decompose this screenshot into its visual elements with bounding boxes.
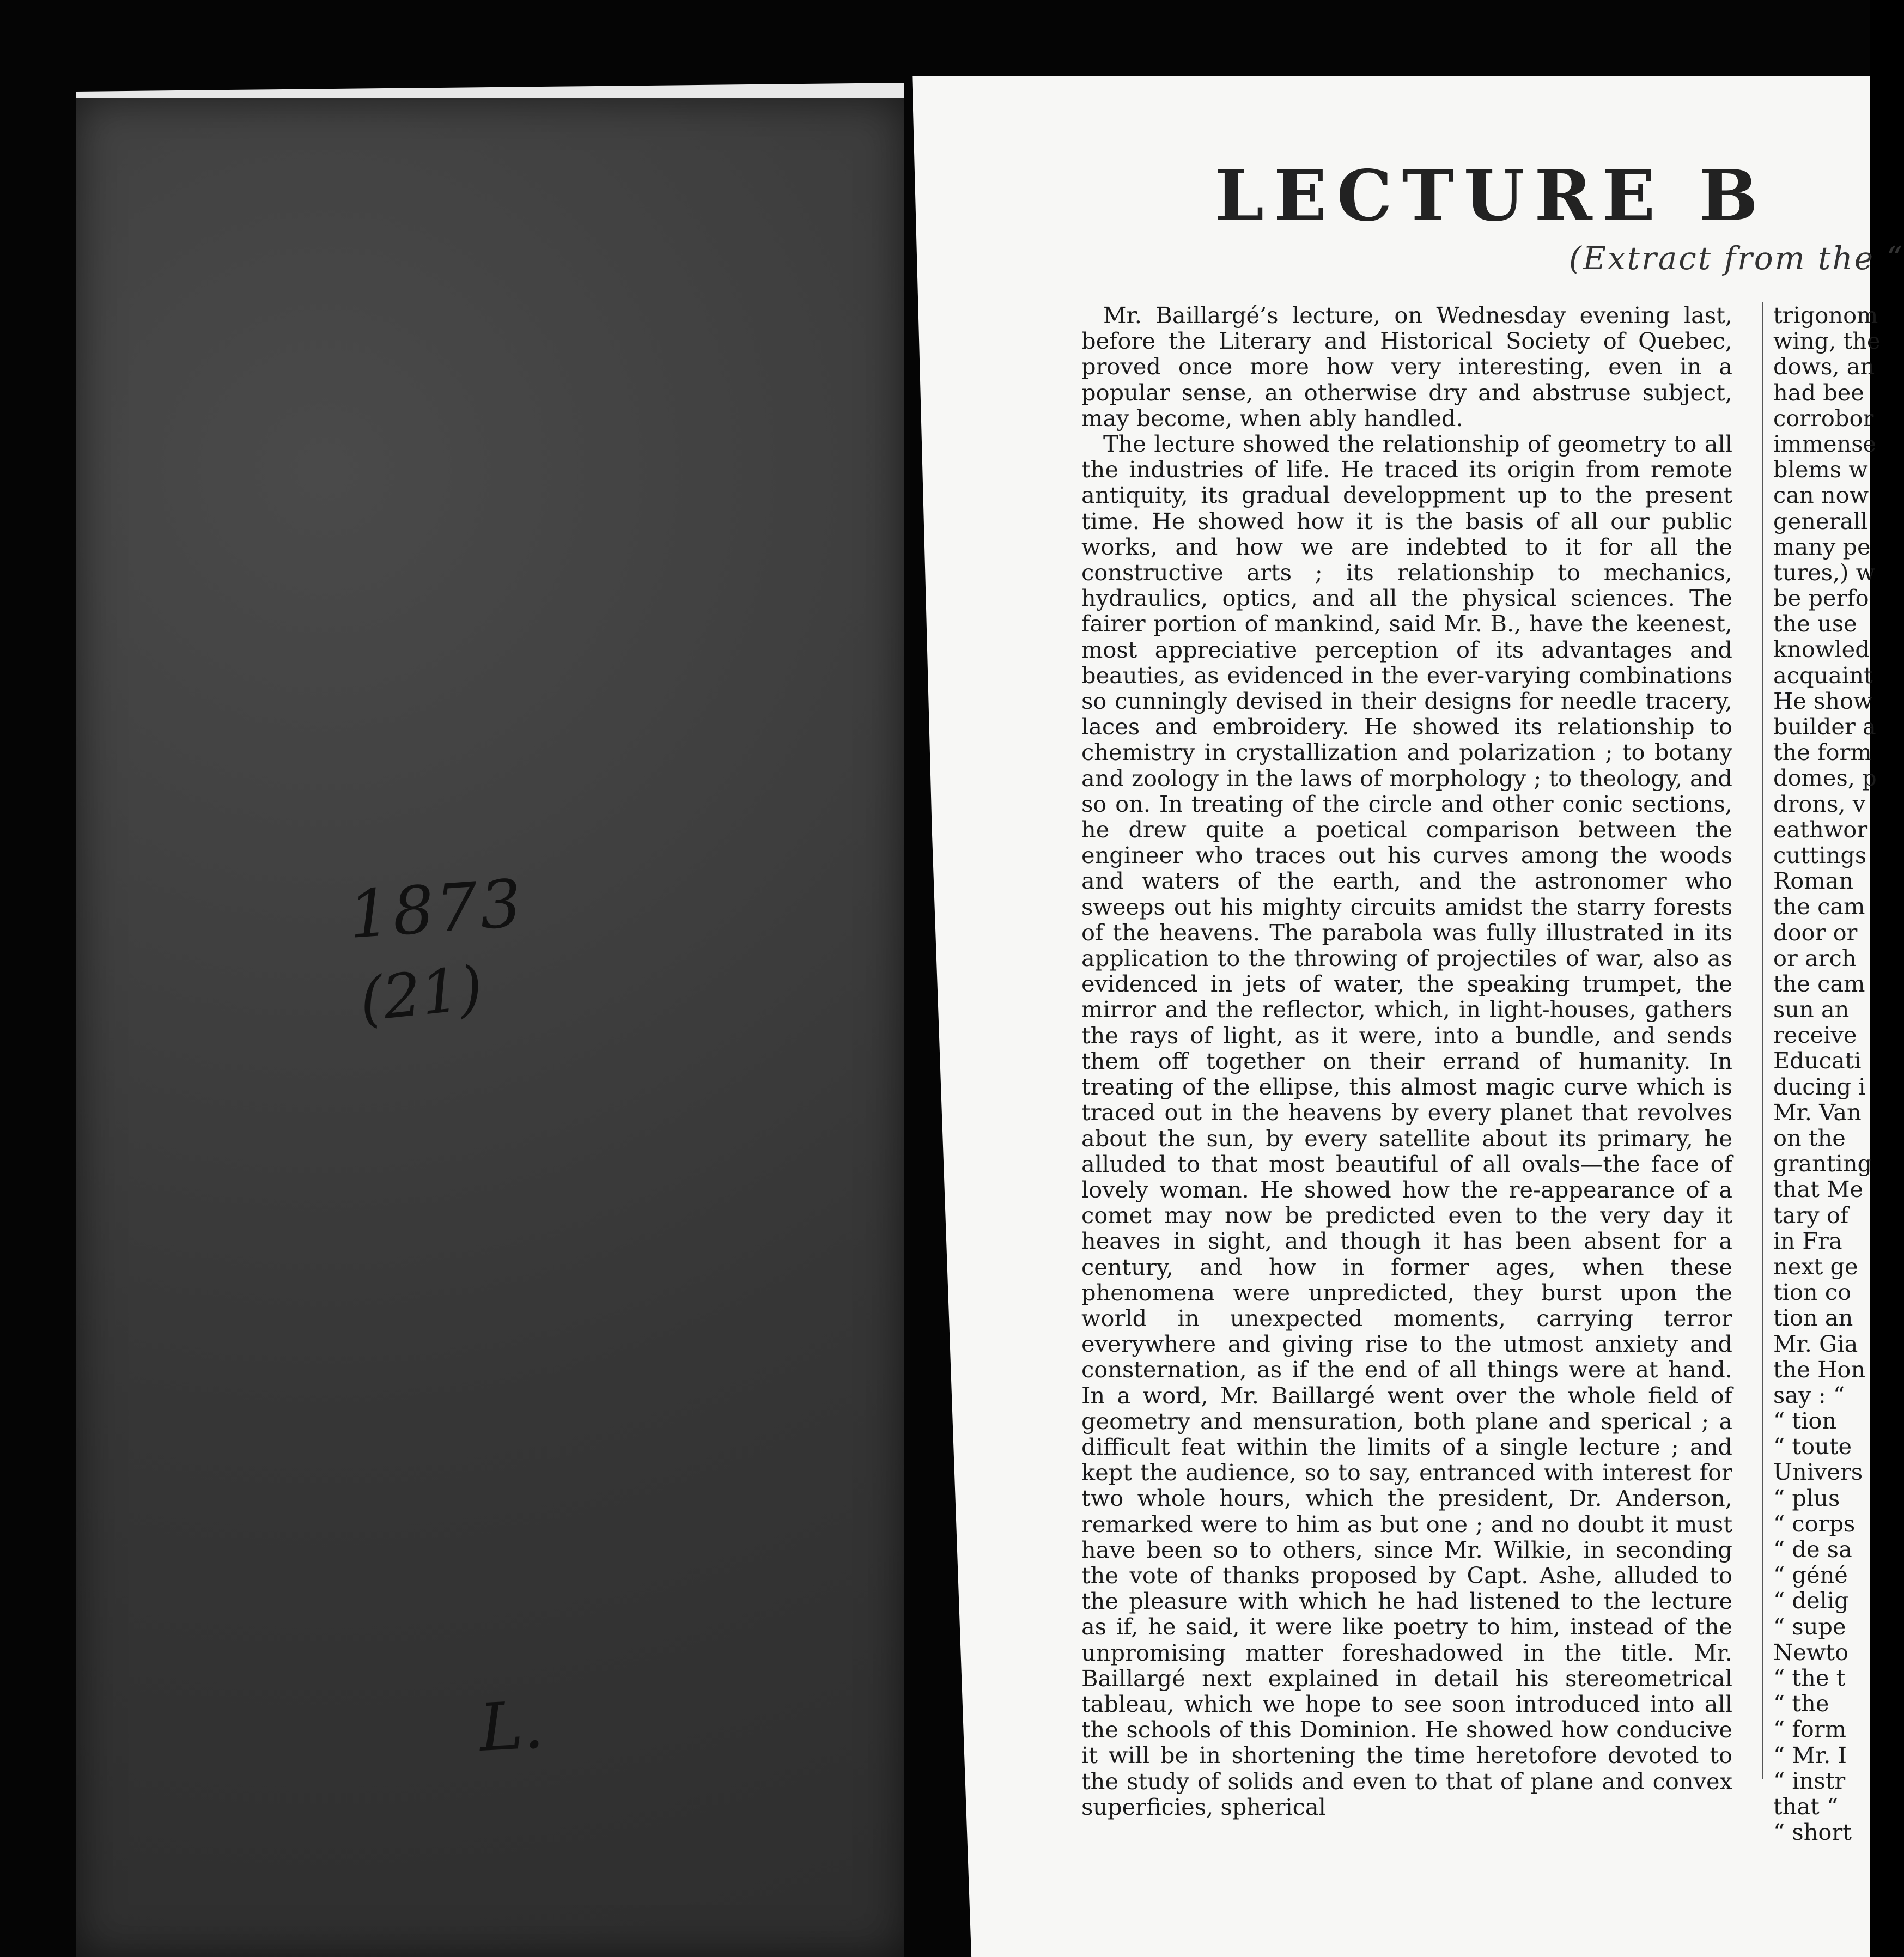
right-column-line: trigonom xyxy=(1773,302,1878,329)
right-column-line: “ instr xyxy=(1773,1767,1846,1794)
paragraph: Mr. Baillargé’s lecture, on Wednesday evening last, before the Literary and Historical Society of Quebec, proved once more how very interesting, even in a popular sense, an otherwise dry and abstruse subject, may become, when ably handled. xyxy=(1081,302,1732,431)
right-column-line: “ delig xyxy=(1773,1587,1849,1614)
right-column-line: had bee xyxy=(1773,379,1864,406)
handwritten-year: 1873 xyxy=(346,865,526,954)
handwritten-letter: L. xyxy=(477,1687,546,1766)
right-column-line: many pe xyxy=(1773,533,1871,560)
right-column-line: or arch xyxy=(1773,944,1857,971)
right-column-line: the cam xyxy=(1773,893,1865,920)
right-column-line: ducing i xyxy=(1773,1073,1866,1100)
right-column-line: can now xyxy=(1773,482,1869,509)
right-column-line: door or xyxy=(1773,919,1858,946)
right-column-line: receive xyxy=(1773,1022,1857,1049)
right-column-line: wing, the xyxy=(1773,327,1881,355)
right-column-line: Mr. Gia xyxy=(1773,1330,1858,1357)
right-column-line: Newto xyxy=(1773,1638,1849,1666)
right-column-line: “ géné xyxy=(1773,1561,1848,1589)
main-text-column xyxy=(1081,302,1732,1820)
right-column-line: “ the xyxy=(1773,1690,1829,1717)
right-column-line: “ plus xyxy=(1773,1484,1840,1511)
right-column-line: domes, p xyxy=(1773,764,1877,792)
right-column-line: “ Mr. I xyxy=(1773,1741,1847,1768)
right-column-line: the use xyxy=(1773,610,1857,637)
right-column-line: He show xyxy=(1773,687,1873,714)
article-subheadline: (Extract from the “ xyxy=(1569,240,1904,277)
right-column-line: “ toute xyxy=(1773,1433,1852,1460)
right-column-line: Mr. Van xyxy=(1773,1098,1862,1126)
right-column-line: drons, v xyxy=(1773,790,1866,817)
right-column-line: knowled xyxy=(1773,636,1870,663)
right-column-line: Educati xyxy=(1773,1047,1862,1074)
right-column-line: immense xyxy=(1773,430,1877,457)
right-column-line: acquaint xyxy=(1773,661,1873,689)
right-column-line: “ corps xyxy=(1773,1510,1856,1537)
paragraph: The lecture showed the relationship of geometry to all the industries of life. He traced its origin from remote antiquity, its gradual developpment up to the present time. He showed how it is the basis of all our public works, and how we are indebted to it for all the constructive arts ; its relationship to mechanics, hydraulics, optics, and all the physical sciences. The fairer portion of mankind, said Mr. B., have the keenest, most appreciative perception of its advantages and beauties, as evidenced in the ever-varying combinations so cunningly devised in their designs for needle tracery, laces and embroidery. He showed its relationship to chemistry in crystallization and polarization ; to botany and zoology in the laws of morphology ; to theology, and so on. In treating of the circle and other conic sections, he drew quite a poetical comparison between the engineer who traces out his curves among the woods and waters of the earth, and the astronomer who sweeps out his mighty circuits amidst the starry forests of the heavens. The parabola was fully illustrated in its application to the throwing of projectiles of war, also as evidenced in jets of water, the speaking trumpet, the mirror and the reflector, which, in light-houses, gathers the rays of light, as it were, into a bundle, and sends them off together on their errand of humanity. In treating of the ellipse, this almost magic curve which is traced out in the heavens by every planet that revolves about the sun, by every satellite about its primary, he alluded to that most beautiful of all ovals—the face of lovely woman. He showed how the re-appearance of a comet may now be predicted even to the very day it heaves in sight, and though it has been absent for a century, and how in former ages, when these phenomena were unpredicted, they burst upon the world in unexpected moments, carrying terror everywhere and giving rise to the utmost anxiety and consternation, as if the end of all things were at hand. In a word, Mr. Baillargé went over the whole field of geometry and mensuration, both plane and sperical ; a difficult feat within the limits of a single lecture ; and kept the audience, so to say, entranced with interest for two whole hours, which the president, Dr. Anderson, remarked were to him as but one ; and no doubt it must have been so to others, since Mr. Wilkie, in seconding the vote of thanks proposed by Capt. Ashe, alluded to the pleasure with which he had listened to the lecture as if, he said, it were like poetry to him, instead of the unpromising matter foreshadowed in the title. Mr. Baillargé next explained in detail his stereometrical tableau, which we hope to see soon introduced into all the schools of this Dominion. He showed how conducive it will be in shortening the time heretofore devoted to the study of solids and even to that of plane and convex superficies, spherical xyxy=(1081,430,1732,1820)
right-column-line: that “ xyxy=(1773,1792,1839,1820)
right-column-line: that Me xyxy=(1773,1176,1864,1203)
right-column-line: “ the t xyxy=(1773,1664,1846,1691)
right-column-line: the cam xyxy=(1773,970,1865,997)
right-column-line: “ short xyxy=(1773,1819,1852,1846)
right-column-line: granting xyxy=(1773,1150,1872,1177)
right-column-line: builder a xyxy=(1773,713,1876,740)
right-column-line: tary of xyxy=(1773,1201,1849,1229)
right-column-line: sun an xyxy=(1773,996,1850,1023)
article-headline: LECTURE B xyxy=(1215,155,1768,237)
right-column-line: cuttings xyxy=(1773,841,1867,868)
right-column-line: tion co xyxy=(1773,1279,1852,1306)
right-column-line: dows, an xyxy=(1773,353,1875,380)
right-column-line: be perfo xyxy=(1773,585,1869,612)
right-column-line: next ge xyxy=(1773,1253,1858,1280)
right-column-line: “ supe xyxy=(1773,1613,1846,1640)
right-column-line: on the xyxy=(1773,1125,1846,1151)
right-column-line: in Fra xyxy=(1773,1227,1842,1254)
right-column-line: eathwor xyxy=(1773,816,1868,843)
right-column-line: the form xyxy=(1773,739,1872,766)
right-column-line: Roman xyxy=(1773,867,1854,895)
column-divider xyxy=(1762,302,1763,1779)
right-column-line: tures,) w xyxy=(1773,558,1876,586)
right-column-line: say : “ xyxy=(1773,1381,1845,1408)
right-column-line: “ tion xyxy=(1773,1407,1837,1435)
right-column-line: tion an xyxy=(1773,1304,1853,1332)
dark-cover-page xyxy=(76,98,904,1957)
handwritten-number: (21) xyxy=(356,952,486,1035)
right-column-line: “ de sa xyxy=(1773,1536,1852,1563)
right-column-line: the Hon xyxy=(1773,1356,1866,1383)
right-column-line: blems w xyxy=(1773,456,1868,483)
right-column-line: corrobor xyxy=(1773,404,1874,431)
right-text-column xyxy=(1773,302,1881,1846)
right-column-line: generall xyxy=(1773,507,1868,534)
right-column-line: Univers xyxy=(1773,1458,1863,1486)
right-column-line: “ form xyxy=(1773,1716,1846,1743)
